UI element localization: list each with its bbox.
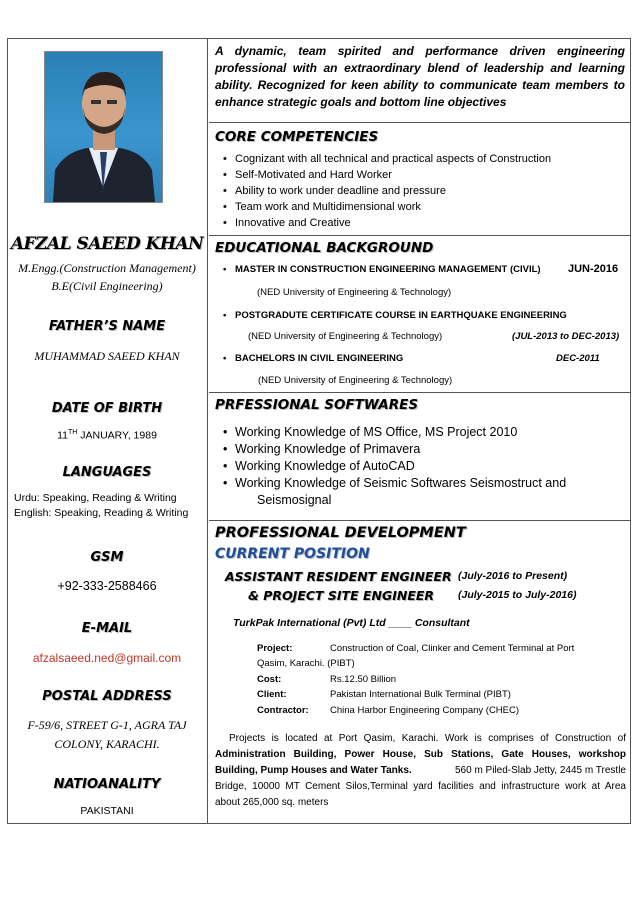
nationality-heading: NATIOANALITY [53,777,161,792]
address-line-2: COLONY, KARACHI. [54,737,160,751]
project-label: Project: [257,643,293,654]
role-project-site-engineer: & PROJECT SITE ENGINEER [248,588,435,603]
objective-statement: A dynamic, team spirited and performance driven engineering professional with an extraordinary blend of leadership and learning ability. Recognized for keen ability to communicate team members to enhance strategic goals and bottom line objectives [215,44,625,109]
software-title: PRFESSIONAL SOFTWARES [215,397,419,413]
education-institute: (NED University of Engineering & Technology) [248,331,443,342]
role1-dates: (July-2016 to Present) [458,570,568,582]
language-english: English: Speaking, Reading & Writing [14,507,189,519]
development-section [209,520,630,826]
role2-dates: (July-2015 to July-2016) [458,589,577,601]
core-competencies-section [209,122,630,236]
project-value: Construction of Coal, Clinker and Cement Terminal at Port [330,643,575,654]
description-line: about 265,000 sq. meters [215,797,329,808]
client-label: Client: [257,689,287,700]
gsm-heading: GSM [90,550,124,565]
competency-item: • Self-Motivated and Hard Worker [235,169,392,181]
education-section [209,235,630,393]
software-item: • Working Knowledge of Seismic Softwares Seismostruct and [235,476,566,490]
education-institute: (NED University of Engineering & Technology) [258,375,453,386]
education-title: EDUCATIONAL BACKGROUND [215,240,434,256]
competency-item: • Cognizant with all technical and practical aspects of Construction [235,153,551,165]
full-name: AFZAL SAEED KHAN [10,234,204,254]
software-item: • Working Knowledge of Primavera [235,442,420,456]
email-heading: E-MAIL [81,621,133,636]
competency-item: • Innovative and Creative [235,217,351,229]
postal-heading: POSTAL ADDRESS [42,689,172,704]
description-line: Building, Pump Houses and Water Tanks. 560 m Piled-Slab Jetty, 2445 m Trestle [215,765,626,776]
core-competencies-title: CORE COMPETENCIES [215,129,379,145]
role-assistant-resident-engineer: ASSISTANT RESIDENT ENGINEER [225,569,452,584]
contractor-value: China Harbor Engineering Company (CHEC) [330,705,520,716]
career-column [209,39,630,823]
description-line: Bridge, 10000 MT Cement Silos,Terminal yard facilities and infrastructure work at Area [215,781,626,792]
personal-info-column [8,39,208,823]
project-value-continued: Qasim, Karachi. (PIBT) [257,658,355,669]
cost-value: Rs.12.50 Billion [330,674,397,685]
software-item: • Working Knowledge of MS Office, MS Project 2010 [235,425,517,439]
dob-value: 11TH JANUARY, 1989 [57,429,157,442]
software-item: • Working Knowledge of AutoCAD [235,459,415,473]
languages-heading: LANGUAGES [62,465,152,480]
address-line-1: F-59/6, STREET G-1, AGRA TAJ [27,718,187,732]
employer-company: TurkPak International (Pvt) Ltd ____ Consultant [233,617,470,629]
education-degree: • POSTGRADUTE CERTIFICATE COURSE IN EARTHQUAKE ENGINEERING [235,310,567,321]
contractor-label: Contractor: [257,705,309,716]
education-degree: • MASTER IN CONSTRUCTION ENGINEERING MANAGEMENT (CIVIL) [235,264,541,275]
language-urdu: Urdu: Speaking, Reading & Writing [14,492,177,504]
profile-photo [44,51,163,203]
client-value: Pakistan International Bulk Terminal (PIBT) [330,689,511,700]
competency-item: • Ability to work under deadline and pressure [235,185,446,197]
cost-label: Cost: [257,674,282,685]
education-date: DEC-2011 [556,353,600,364]
education-date: (JUL-2013 to DEC-2013) [512,331,620,342]
education-institute: (NED University of Engineering & Technology) [257,287,452,298]
dob-heading: DATE OF BIRTH [51,401,163,416]
competency-item: • Team work and Multidimensional work [235,201,421,213]
degree-masters: M.Engg.(Construction Management) [18,261,196,275]
software-item-continued: Seismosignal [257,493,332,507]
resume-sheet [7,38,631,824]
father-heading: FATHER’S NAME [48,319,166,334]
development-title: PROFESSIONAL DEVELOPMENT [215,525,466,541]
current-position-title: CURRENT POSITION [215,546,370,562]
gsm-number: +92-333-2588466 [57,579,157,593]
software-section [209,392,630,521]
description-line: Administration Building, Power House, Sub Stations, Gate Houses, workshop [215,749,626,760]
email-address[interactable]: afzalsaeed.ned@gmail.com [32,651,182,665]
education-date: JUN-2016 [568,263,619,275]
project-description [215,731,626,811]
education-degree: • BACHELORS IN CIVIL ENGINEERING [235,353,403,364]
nationality-value: PAKISTANI [80,805,134,817]
description-line: Projects is located at Port Qasim, Karachi. Work is comprises of Construction of [229,733,626,744]
degree-bachelors: B.E(Civil Engineering) [51,279,163,293]
father-name: MUHAMMAD SAEED KHAN [34,349,180,363]
